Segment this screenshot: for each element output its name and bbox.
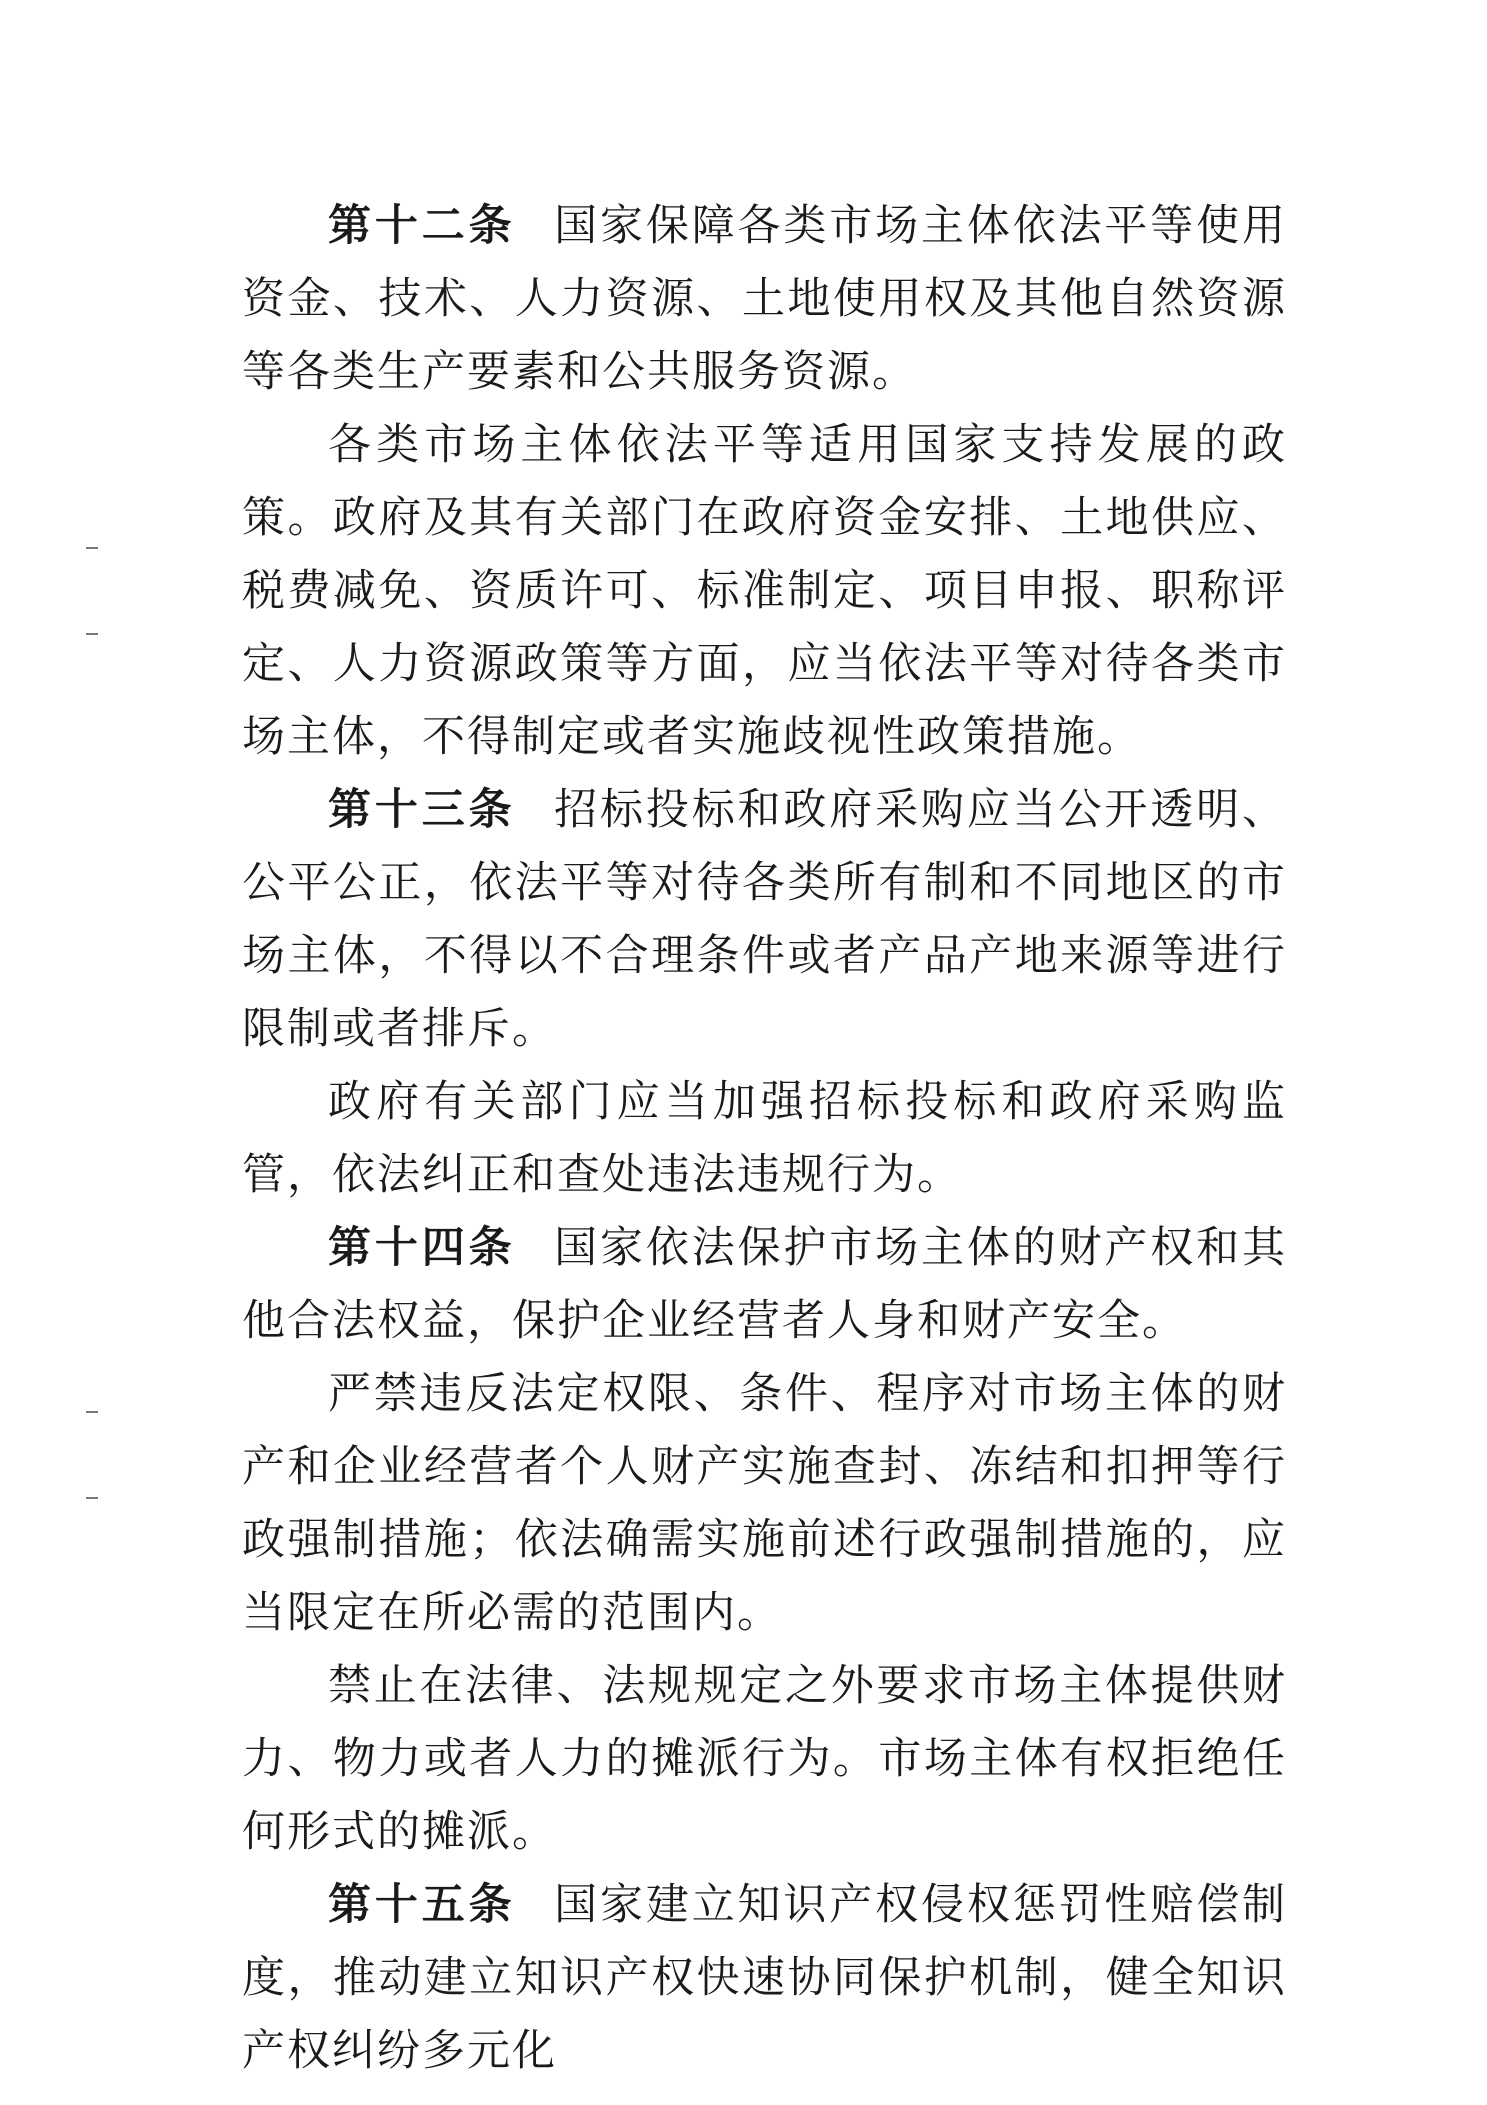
- paragraph-text: 招标投标和政府采购应当公开透明、公平公正，依法平等对待各类所有制和不同地区的市场主体，不得以不合理条件或者产品产地来源等进行限制或者排斥。: [242, 785, 1288, 1054]
- paragraph: [242, 1358, 1287, 1650]
- paragraph-text: 国家依法保护市场主体的财产权和其他合法权益，保护企业经营者人身和财产安全。: [242, 1223, 1288, 1346]
- paragraph-article-14: [242, 1212, 1287, 1358]
- document-body: [242, 190, 1287, 2088]
- paragraph-text: 严禁违反法定权限、条件、程序对市场主体的财产和企业经营者个人财产实施查封、冻结和扣押等行政强制措施；依法确需实施前述行政强制措施的，应当限定在所必需的范围内。: [242, 1369, 1287, 1638]
- scan-edge-mark: [86, 1411, 98, 1413]
- article-heading: 第十二条: [328, 201, 516, 251]
- scan-edge-mark: [86, 547, 98, 549]
- paragraph: [242, 409, 1287, 774]
- paragraph: [242, 1650, 1287, 1869]
- article-heading: 第十五条: [328, 1880, 516, 1930]
- paragraph-text: 政府有关部门应当加强招标投标和政府采购监管，依法纠正和查处违法违规行为。: [242, 1077, 1287, 1200]
- paragraph-article-12: [242, 190, 1287, 409]
- paragraph-article-15: [242, 1869, 1287, 2088]
- article-heading: 第十四条: [328, 1223, 516, 1273]
- article-heading: 第十三条: [328, 785, 516, 835]
- paragraph-text: 各类市场主体依法平等适用国家支持发展的政策。政府及其有关部门在政府资金安排、土地供应、税费减免、资质许可、标准制定、项目申报、职称评定、人力资源政策等方面，应当依法平等对待各类市场主体，不得制定或者实施歧视性政策措施。: [242, 420, 1287, 762]
- paragraph-text: 国家建立知识产权侵权惩罚性赔偿制度，推动建立知识产权快速协同保护机制，健全知识产权纠纷多元化: [242, 1880, 1288, 2076]
- scan-edge-mark: [86, 1497, 98, 1499]
- paragraph-article-13: [242, 774, 1287, 1066]
- paragraph-text: 国家保障各类市场主体依法平等使用资金、技术、人力资源、土地使用权及其他自然资源等各类生产要素和公共服务资源。: [242, 201, 1288, 397]
- paragraph-text: 禁止在法律、法规规定之外要求市场主体提供财力、物力或者人力的摊派行为。市场主体有权拒绝任何形式的摊派。: [242, 1661, 1287, 1857]
- paragraph: [242, 1066, 1287, 1212]
- scan-edge-mark: [86, 633, 98, 635]
